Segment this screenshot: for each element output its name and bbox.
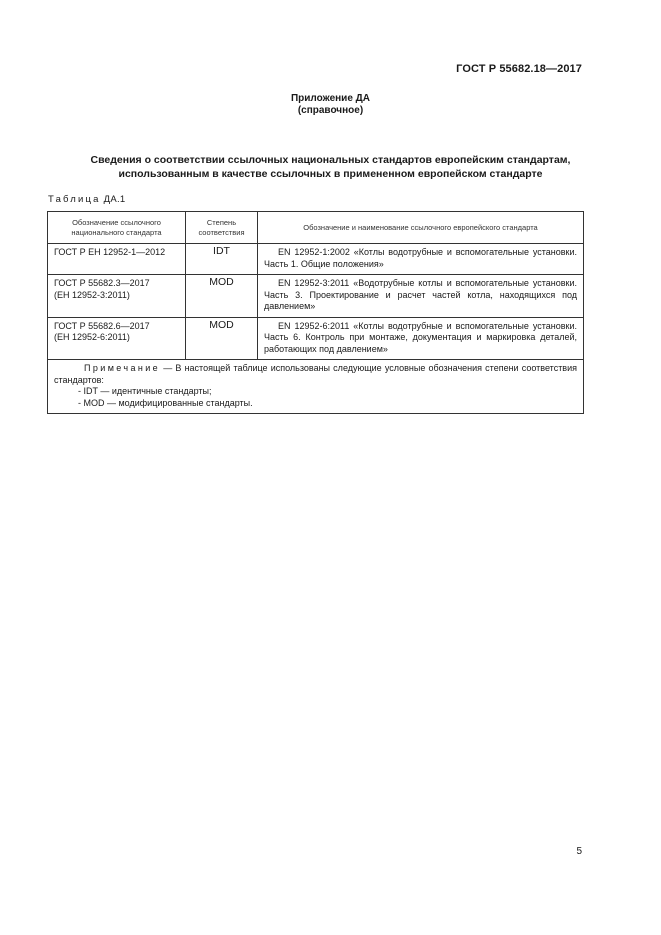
header-national-standard: Обозначение ссылочного национального стандарта (48, 212, 186, 244)
table-caption-number: ДА.1 (103, 194, 126, 205)
table-note-row (48, 360, 584, 414)
annex-heading (0, 93, 661, 117)
section-title-line2: использованным в качестве ссылочных в примененном европейском стандарте (118, 168, 543, 180)
header-degree: Степень соответствия (186, 212, 258, 244)
header-european-standard: Обозначение и наименование ссылочного европейского стандарта (258, 212, 584, 244)
table-header-row (48, 212, 584, 244)
table-row (48, 275, 584, 318)
section-title-line1: Сведения о соответствии ссылочных национальных стандартов европейским стандартам, (90, 154, 571, 166)
note-item-idt: - IDT — идентичные стандарты; (78, 386, 212, 396)
cell-national-standard: ГОСТ Р ЕН 12952-1—2012 (48, 244, 186, 275)
note-label: Примечание (84, 363, 161, 373)
document-code: ГОСТ Р 55682.18—2017 (456, 63, 582, 75)
page-number: 5 (576, 846, 582, 857)
cell-national-standard: ГОСТ Р 55682.3—2017 (ЕН 12952-3:2011) (48, 275, 186, 318)
cell-european-standard: EN 12952-3:2011 «Водотрубные котлы и вспомогательные установки. Часть 3. Проектирование и расчет частей котла, находящихся под давлением» (258, 275, 584, 318)
table-row (48, 244, 584, 275)
table-caption (48, 194, 126, 205)
table-row (48, 317, 584, 360)
table-caption-word: Таблица (48, 194, 101, 205)
correspondence-table (47, 211, 584, 414)
table-note (48, 360, 584, 414)
note-item-mod: - MOD — модифицированные стандарты. (78, 397, 253, 408)
cell-european-standard: EN 12952-6:2011 «Котлы водотрубные и вспомогательные установки. Часть 6. Контроль при монтаже, документация и маркировка деталей, работающих под давлением» (258, 317, 584, 360)
annex-subtitle: (справочное) (297, 105, 364, 116)
cell-national-standard: ГОСТ Р 55682.6—2017 (ЕН 12952-6:2011) (48, 317, 186, 360)
cell-degree: IDT (186, 244, 258, 275)
cell-european-standard: EN 12952-1:2002 «Котлы водотрубные и вспомогательные установки. Часть 1. Общие положения» (258, 244, 584, 275)
section-title (0, 153, 661, 181)
annex-title: Приложение ДА (290, 93, 371, 104)
cell-degree: MOD (186, 275, 258, 318)
cell-degree: MOD (186, 317, 258, 360)
note-text: — В настоящей таблице использованы следующие условные обозначения степени соответствия стандартов: (54, 363, 577, 385)
